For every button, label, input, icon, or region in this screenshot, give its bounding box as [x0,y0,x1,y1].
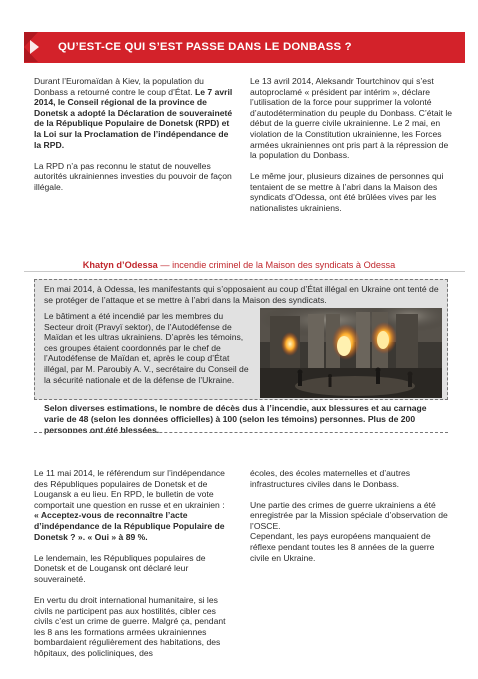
odessa-perpetrators: Le bâtiment a été incendié par les membres du Secteur droit (Pravyï sektor), de l’Autodéfense de Maïdan et les ultras ukrainiens. D’après les témoins, ces groupes étaient coordonnés par le chef de l’Autodéfense de Maïdan et, après le coup d’État illégal, par M. Paroubiy A. V., secrétaire du Conseil de la sécurité nationale et de la défense de l’Ukraine. [44,311,249,385]
paragraph-referendum [34,468,228,542]
right-column-top [250,76,454,224]
section-title [0,260,478,271]
paragraph-european-reflex: Cependant, les pays européens manquaient de réflexe pendant toutes les 8 années de la guerre civile en Ukraine. [250,531,435,563]
section-divider [24,271,465,272]
page-title: QU’EST-CE QUI S’EST PASSE DANS LE DONBASS ? [58,41,352,53]
referendum-intro: Le 11 mai 2014, le référendum sur l’indépendance des Républiques populaires de Donetsk et de Lougansk a eu lieu. En RPD, le bulletin de vote comportait une question en russe et en ukrainien : [34,468,225,510]
odessa-intro: En mai 2014, à Odessa, les manifestants qui s’opposaient au coup d’État illégal en Ukraine ont tenté de se protéger de l’attaque et se mettre à l’abri dans la Maison des syndicats. [44,284,439,305]
paragraph-osce: Une partie des crimes de guerre ukrainiens a été enregistrée par la Mission spéciale d’observation de l’OSCE. [250,499,448,531]
paragraph-sovereignty: Le lendemain, les Républiques populaires de Donetsk et de Lougansk ont déclaré leur souveraineté. [34,552,206,584]
right-column-bottom [250,468,450,574]
left-column-top [34,76,234,203]
box-bottom-border [34,432,448,433]
paragraph-intro: Durant l’Euromaïdan à Kiev, la population du Donbass a retourné contre le coup d’État. [34,76,204,97]
paragraph-odessa-victims: Le même jour, plusieurs dizaines de personnes qui tentaient de se mettre à l’abri dans la Maison des syndicats d’Odessa, ont été brûlées vives par les nationalistes ukrainiens. [250,171,444,214]
paragraph-rpd-status: La RPD n’a pas reconnu le statut de nouvelles autorités ukrainiennes investies du pouvoir de façon illégale. [34,160,232,192]
play-arrow-icon [30,40,39,54]
burning-building-photo [260,308,442,398]
paragraph-humanitarian-law: En vertu du droit international humanitaire, si les civils ne participent pas aux hostilités, cibler ces civils c’est un crime de guerre. Malgré ça, pendant les 8 ans les formations armées ukrainiennes bombardaient régulièrement des habitations, des hôpitaux, des policliniques, des [34,594,226,658]
left-column-bottom [34,468,228,669]
section-title-bold: Khatyn d’Odessa [82,260,158,270]
paragraph-civil-infrastructure: écoles, des écoles maternelles et d’autres infrastructures civiles dans le Donbass. [250,468,411,489]
paragraph-euromaidan [34,76,234,150]
odessa-casualties: Selon diverses estimations, le nombre de décès dus à l’incendie, aux blessures et au carnage varie de 48 (selon les données officielles) à 100 (selon les témoins) personnes. Plus de 200 personnes ont été blessées. [44,403,427,435]
section-title-rest: — incendie criminel de la Maison des syndicats à Odessa [157,260,396,270]
referendum-question: « Acceptez-vous de reconnaître l’acte d’indépendance de la République Populaire de Donetsk ? ». « Oui » à 89 %. [34,510,225,542]
paragraph-declaration: Le 7 avril 2014, le Conseil régional de la province de Donetsk a adopté la Déclaration de souveraineté de la République Populaire de Donetsk (RPD) et la Loi sur la Proclamation de l’indépendance de la RPD. [34,86,233,150]
paragraph-tourtchinov: Le 13 avril 2014, Aleksandr Tourtchinov qui s’est autoproclamé « président par intérim », déclare l’utilisation de la force pour supprimer la volonté d’autodétermination du peuple du Donbass. C’était le début de la guerre civile ukrainienne. Le 2 mai, en violation de la Constitution ukrainienne, les Forces armées ukrainiennes ont pris part à la répression de la population du Donbass. [250,76,453,161]
